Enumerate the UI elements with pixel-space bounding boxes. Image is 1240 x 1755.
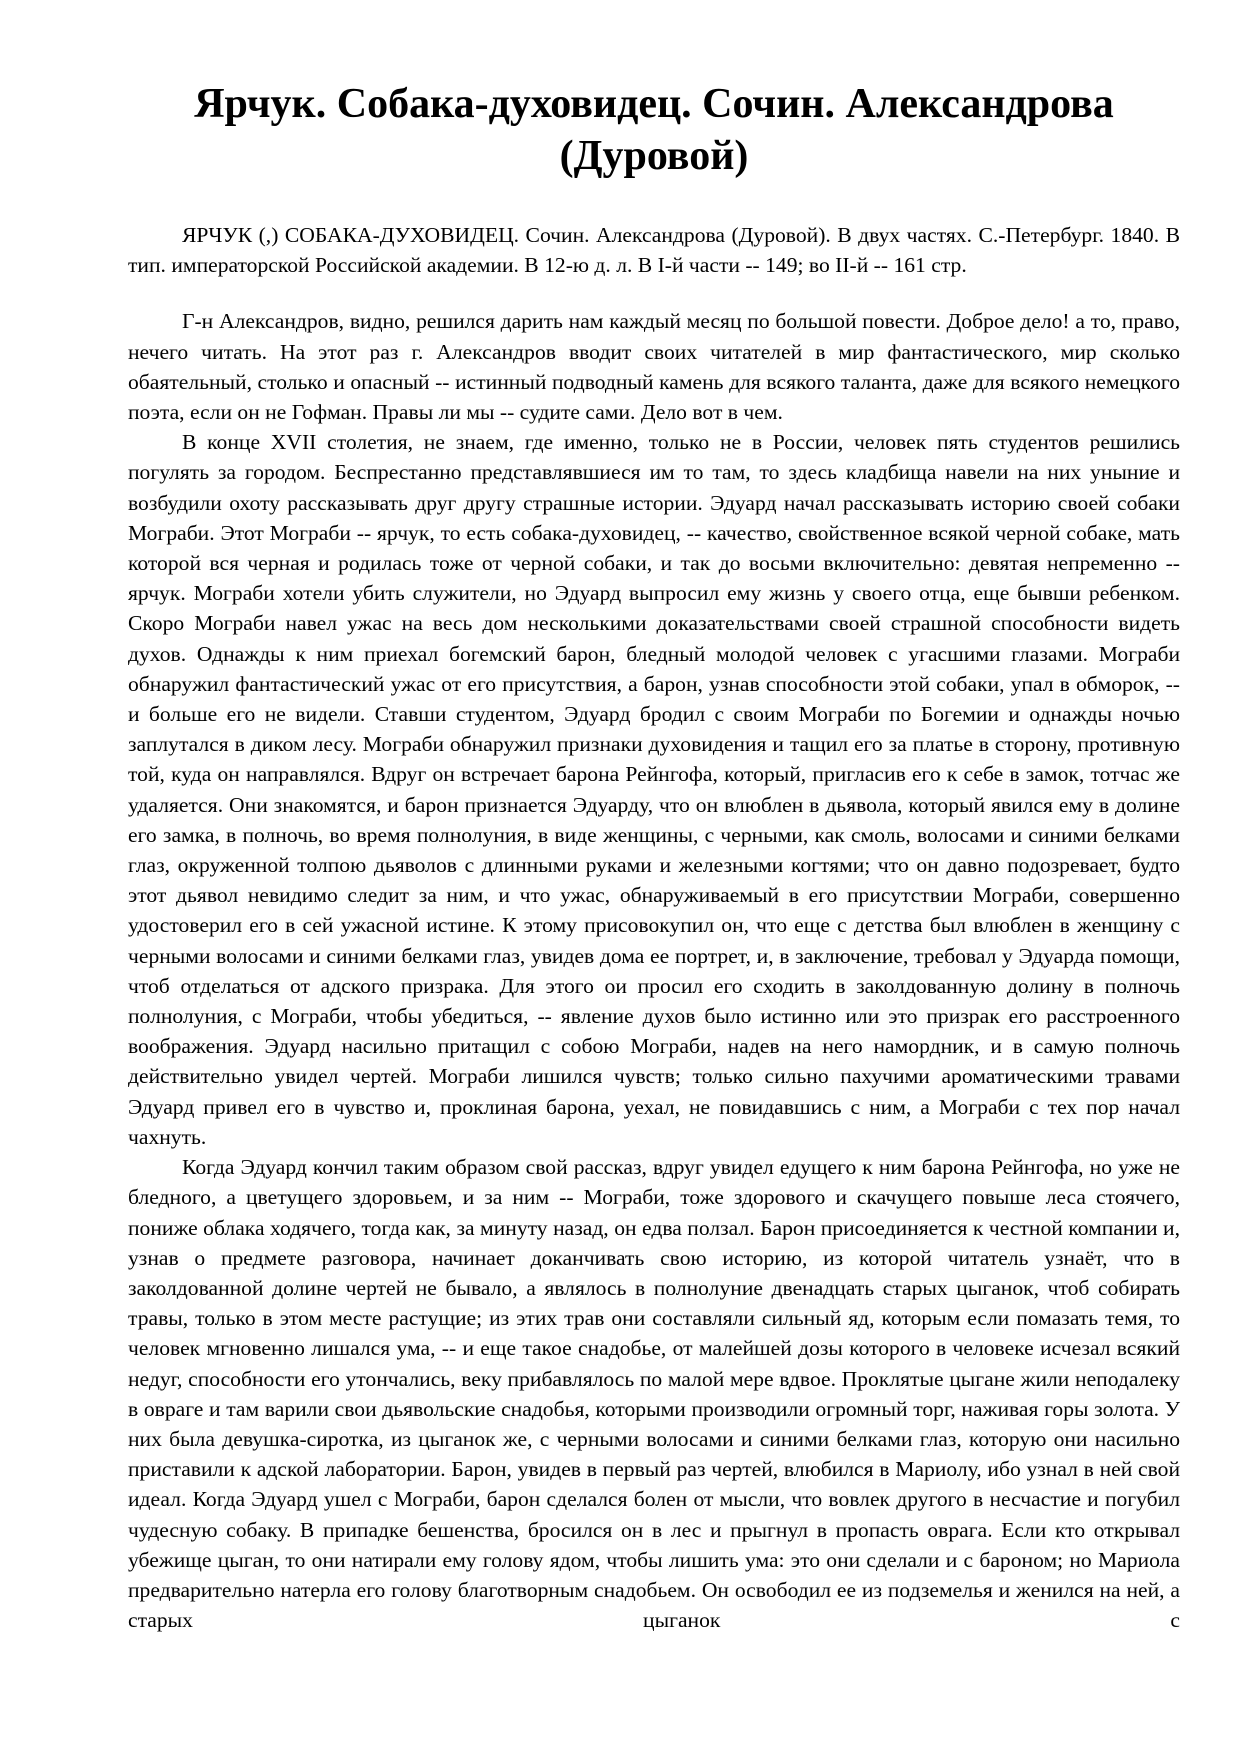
document-title: Ярчук. Собака-духовидец. Сочин. Александрова (Дуровой) [194, 81, 1114, 179]
bibliographic-paragraph: ЯРЧУК (,) СОБАКА-ДУХОВИДЕЦ. Сочин. Александрова (Дуровой). В двух частях. С.-Петербург. 1840. В тип. императорской Российской академии. В 12-ю д. л. В I-й части -- 149; во II-й -- 161 стр. [128, 223, 1180, 278]
intro-paragraph: Г-н Александров, видно, решился дарить нам каждый месяц по большой повести. Доброе дело! а то, право, нечего читать. На этот раз г. Александров вводит своих читателей в мир фантастического, мир сколько обаятельный, столько и опасный -- истинный подводный камень для всякого таланта, даже для всякого немецкого поэта, если он не Гофман. Правы ли мы -- судите сами. Дело вот в чем. [128, 309, 1180, 425]
continuation-paragraph: Когда Эдуард кончил таким образом свой рассказ, вдруг увидел едущего к ним барона Рейнгофа, но уже не бледного, а цветущего здоровьем, и за ним -- Мограби, тоже здорового и скачущего повыше леса стоячего, пониже облака ходячего, тогда как, за минуту назад, он едва ползал. Барон присоединяется к честной компании и, узнав о предмете разговора, начинает доканчивать свою историю, из которой читатель узнаёт, что в заколдованной долине чертей не бывало, а являлось в полнолуние двенадцать старых цыганок, чтоб собирать травы, только в этом месте растущие; из этих трав они составляли сильный яд, которым если помазать темя, то человек мгновенно лишался ума, -- и еще такое снадобье, от малейшей дозы которого в человеке исчезал всякий недуг, способности его утончались, веку прибавлялось по малой мере вдвое. Проклятые цыгане жили неподалеку в овраге и там варили свои дьявольские снадобья, которыми производили огромный торг, наживая горы золота. У них была девушка-сиротка, из цыганок же, с черными волосами и синими белками глаз, которую они насильно приставили к адской лаборатории. Барон, увидев в первый раз чертей, влюбился в Мариолу, ибо узнал в ней свой идеал. Когда Эдуард ушел с Мограби, барон сделался болен от мысли, что вовлек другого в несчастие и погубил чудесную собаку. В припадке бешенства, бросился он в лес и прыгнул в пропасть оврага. Если кто открывал убежище цыган, то они натирали ему голову ядом, чтобы лишить ума: это они сделали и с бароном; но Мариола предварительно натерла его голову благотворным снадобьем. Он освободил ее из подземелья и женился на ней, а старых цыганок с [128, 1155, 1180, 1633]
story-paragraph: В конце XVII столетия, не знаем, где именно, только не в России, человек пять студентов решились погулять за городом. Беспрестанно представлявшиеся им то там, то здесь кладбища навели на них уныние и возбудили охоту рассказывать друг другу страшные истории. Эдуард начал рассказывать историю своей собаки Мограби. Этот Мограби -- ярчук, то есть собака-духовидец, -- качество, свойственное всякой черной собаке, мать которой вся черная и родилась тоже от черной собаки, и так до восьми включительно: девятая непременно -- ярчук. Мограби хотели убить служители, но Эдуард выпросил ему жизнь у своего отца, еще бывши ребенком. Скоро Мограби навел ужас на весь дом несколькими доказательствами своей страшной способности видеть духов. Однажды к ним приехал богемский барон, бледный молодой человек с угасшими глазами. Мограби обнаружил фантастический ужас от его присутствия, а барон, узнав способности этой собаки, упал в обморок, -- и больше его не видели. Ставши студентом, Эдуард бродил с своим Мограби по Богемии и однажды ночью заплутался в диком лесу. Мограби обнаружил признаки духовидения и тащил его за платье в сторону, противную той, куда он направлялся. Вдруг он встречает барона Рейнгофа, который, пригласив его к себе в замок, тотчас же удаляется. Они знакомятся, и барон признается Эдуарду, что он влюблен в дьявола, который явился ему в долине его замка, в полночь, во время полнолуния, в виде женщины, с черными, как смоль, волосами и синими белками глаз, окруженной толпою дьяволов с длинными руками и железными когтями; что он давно подозревает, будто этот дьявол невидимо следит за ним, и что ужас, обнаруживаемый в его присутствии Мограби, совершенно удостоверил его в сей ужасной истине. К этому присовокупил он, что еще с детства был влюблен в женщину с черными волосами и синими белками глаз, увидев дома ее портрет, и, в заключение, требовал у Эдуарда помощи, чтоб отделаться от адского призрака. Для этого ои просил его сходить в заколдованную долину в полночь полнолуния, с Мограби, чтобы убедиться, -- явление духов было истинно или это призрак его расстроенного воображения. Эдуард насильно притащил с собою Мограби, надев на него намордник, и в самую полночь действительно увидел чертей. Мограби лишился чувств; только сильно пахучими ароматическими травами Эдуард привел его в чувство и, проклиная барона, уехал, не повидавшись с ним, а Мограби с тех пор начал чахнуть. [128, 430, 1180, 1149]
